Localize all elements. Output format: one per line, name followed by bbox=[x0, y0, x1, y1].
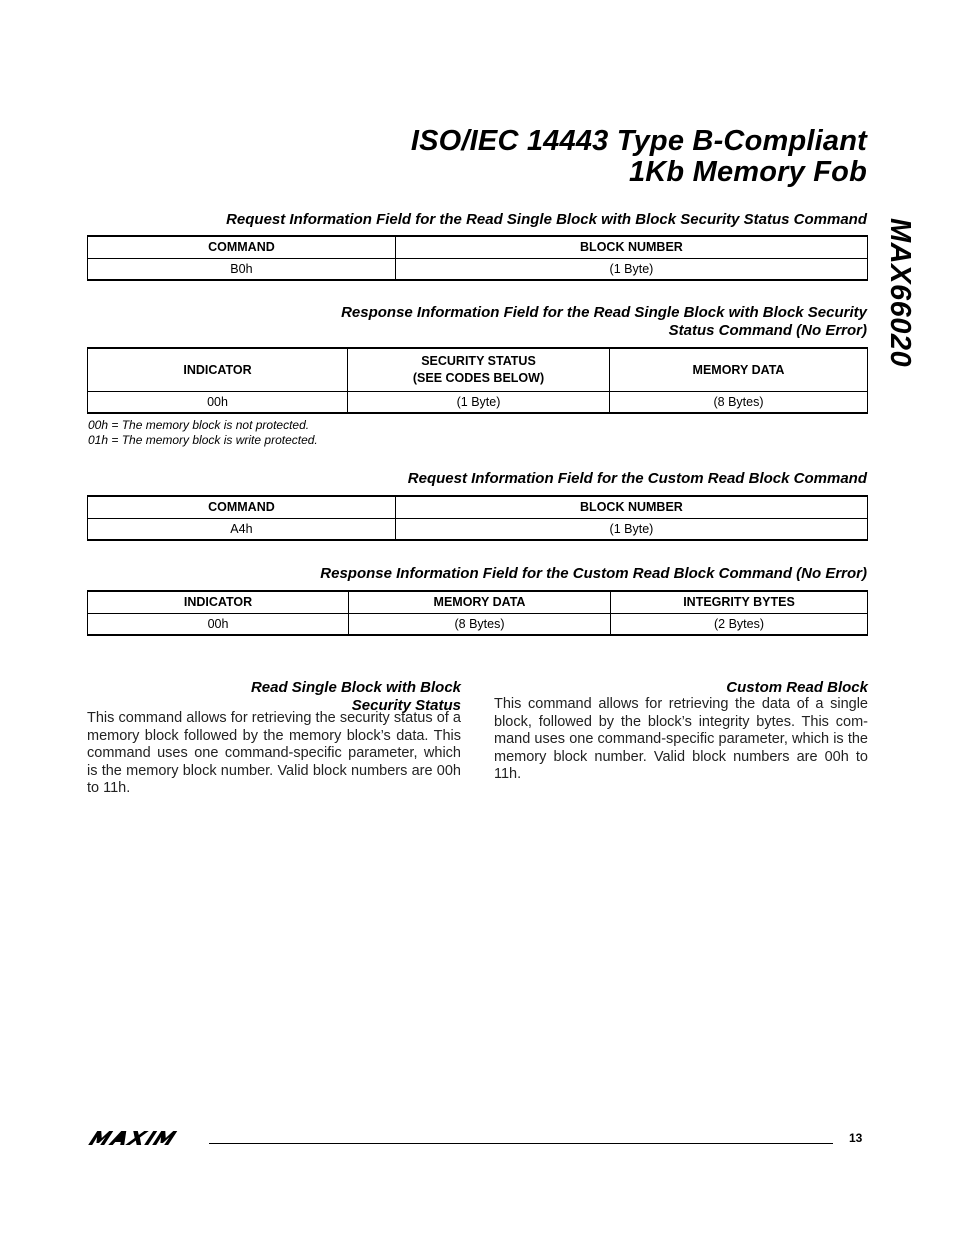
title-line-1: ISO/IEC 14443 Type B-Compliant bbox=[410, 125, 867, 157]
table2 bbox=[87, 347, 868, 414]
section-left-heading-line-2: Security Status bbox=[351, 697, 461, 714]
side-part-number: MAX66020 bbox=[884, 218, 916, 368]
table2-notes bbox=[88, 418, 318, 448]
title-line-2: 1Kb Memory Fob bbox=[628, 156, 867, 188]
table2-cell-security-status: (1 Byte) bbox=[348, 391, 610, 413]
table1-cell-command: B0h bbox=[88, 258, 396, 280]
table2-caption bbox=[341, 304, 867, 340]
table3-cell-block-number: (1 Byte) bbox=[395, 518, 867, 540]
table1 bbox=[87, 235, 868, 281]
section-read-single-block-body: This command allows for retrieving the security status of a memory block followed by the memory block’s data. This command uses one command-specific parameter, which is the memory block number. Valid block numbers are 00h to 11h. bbox=[87, 710, 461, 796]
section-custom-read-block-body: This command allows for retrieving the data of a single block, followed by the block’s integrity bytes. This command uses one command-specific parameter, which is the memory block number. Valid block numbers are 00h to 11h. bbox=[494, 696, 868, 782]
table2-caption-line-2: Status Command (No Error) bbox=[668, 322, 867, 339]
section-left-heading-line-1: Read Single Block with Block bbox=[250, 679, 461, 696]
table3-header-block-number: BLOCK NUMBER bbox=[395, 496, 867, 518]
table3-cell-command: A4h bbox=[88, 518, 396, 540]
table3 bbox=[87, 495, 868, 541]
table2-header-indicator: INDICATOR bbox=[88, 348, 348, 391]
table4-header-integrity-bytes: INTEGRITY BYTES bbox=[611, 591, 868, 613]
section-custom-read-block-heading: Custom Read Block bbox=[726, 679, 868, 696]
table2-note-2: 01h = The memory block is write protected. bbox=[88, 433, 318, 447]
section-custom-read-block bbox=[494, 679, 868, 784]
page-number: 13 bbox=[849, 1131, 863, 1145]
table1-header-block-number: BLOCK NUMBER bbox=[395, 236, 867, 258]
table3-caption: Request Information Field for the Custom Read Block Command bbox=[407, 470, 867, 487]
table2-cell-indicator: 00h bbox=[88, 391, 348, 413]
section-read-single-block bbox=[87, 679, 461, 798]
table4-header-indicator: INDICATOR bbox=[88, 591, 349, 613]
table2-header-security-status bbox=[348, 348, 610, 391]
table2-header-memory-data: MEMORY DATA bbox=[610, 348, 868, 391]
table2-header-security-status-line-1: SECURITY STATUS bbox=[421, 353, 536, 368]
table1-caption: Request Information Field for the Read Single Block with Block Security Status Command bbox=[226, 211, 867, 228]
table3-header-command: COMMAND bbox=[88, 496, 396, 518]
table2-cell-memory-data: (8 Bytes) bbox=[610, 391, 868, 413]
table4-cell-integrity-bytes: (2 Bytes) bbox=[611, 613, 868, 635]
table4-caption: Response Information Field for the Custom Read Block Command (No Error) bbox=[320, 565, 867, 582]
footer-rule bbox=[209, 1143, 833, 1144]
table2-note-1: 00h = The memory block is not protected. bbox=[88, 418, 310, 432]
table4-cell-indicator: 00h bbox=[88, 613, 349, 635]
table1-header-command: COMMAND bbox=[88, 236, 396, 258]
page-title bbox=[411, 126, 867, 188]
table4 bbox=[87, 590, 868, 636]
table1-cell-block-number: (1 Byte) bbox=[395, 258, 867, 280]
table4-cell-memory-data: (8 Bytes) bbox=[349, 613, 611, 635]
table4-header-memory-data: MEMORY DATA bbox=[349, 591, 611, 613]
table2-caption-line-1: Response Information Field for the Read Single Block with Block Security bbox=[341, 304, 867, 321]
maxim-logo bbox=[88, 1129, 200, 1147]
table2-header-security-status-line-2: (SEE CODES BELOW) bbox=[412, 370, 545, 385]
